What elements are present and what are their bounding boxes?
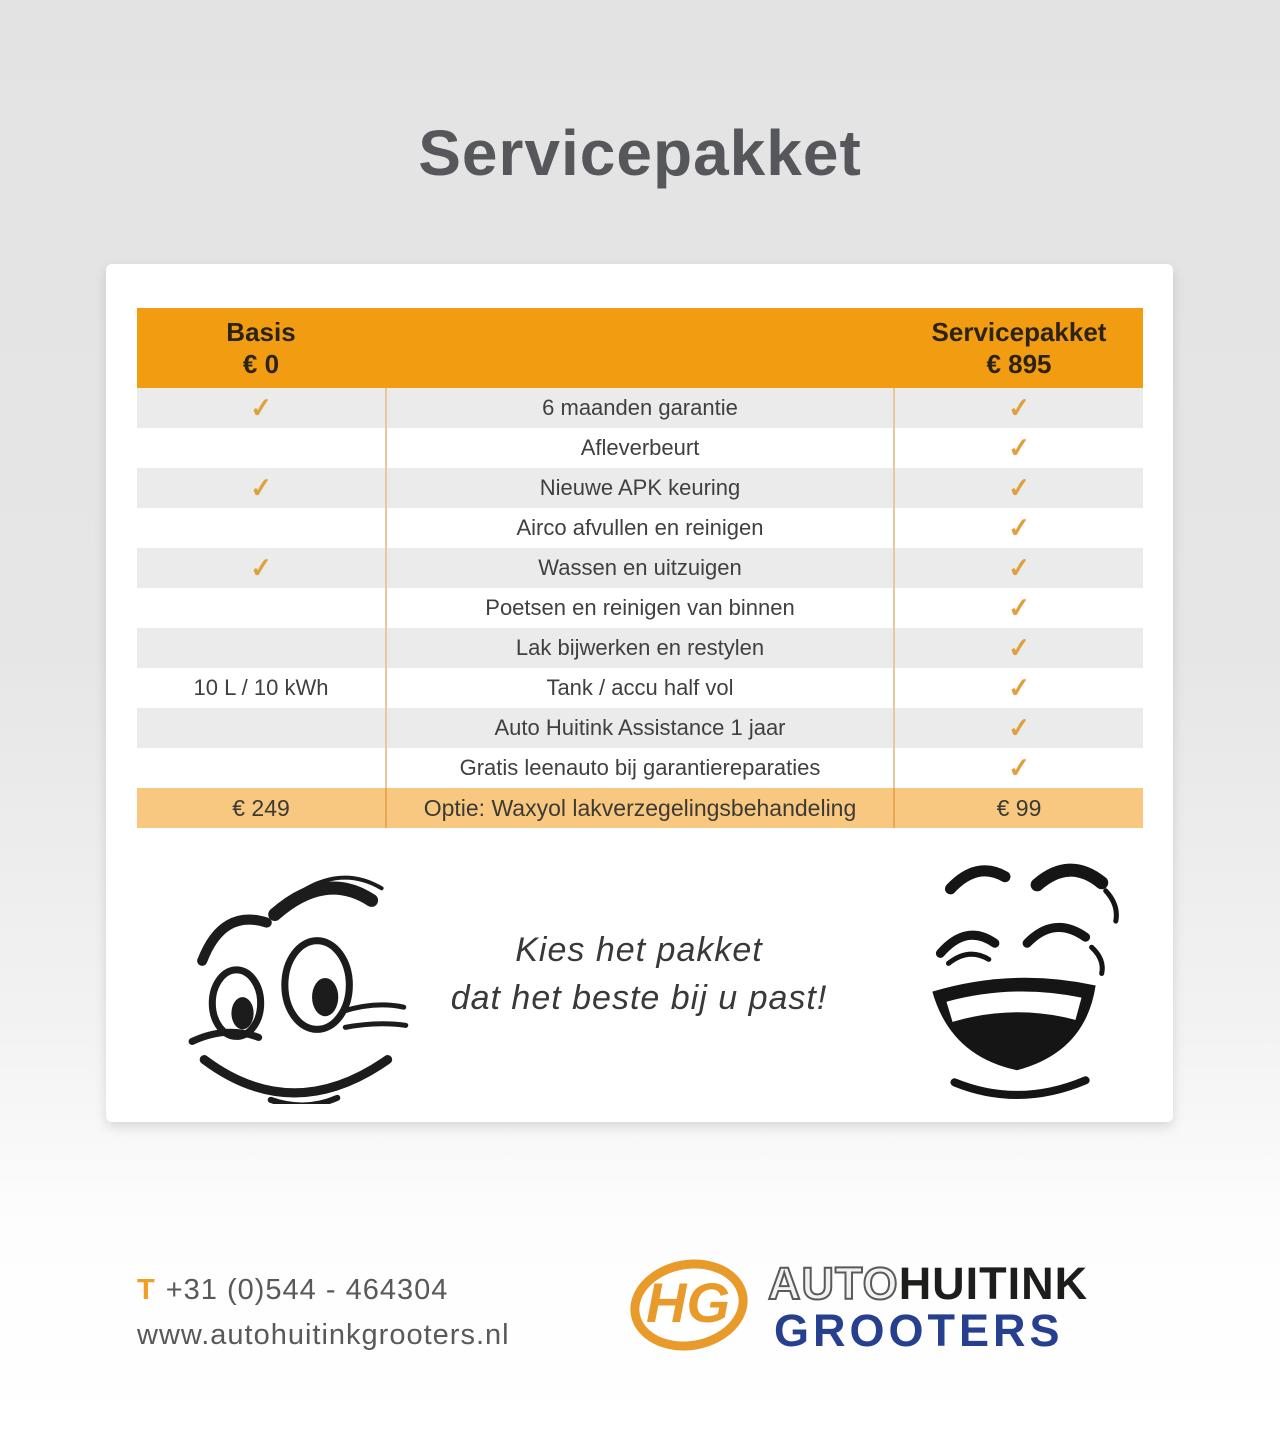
website-url: www.autohuitinkgrooters.nl	[137, 1318, 510, 1351]
check-icon: ✓	[1006, 431, 1032, 464]
feature-label-cell-text: Poetsen en reinigen van binnen	[485, 595, 795, 620]
option-basis-cell	[137, 788, 385, 828]
check-icon: ✓	[1006, 391, 1032, 424]
basis-cell	[137, 628, 385, 668]
feature-label-cell	[385, 428, 895, 468]
feature-label-cell-text: Wassen en uitzuigen	[538, 555, 742, 580]
phone-line	[137, 1268, 510, 1313]
service-cell	[895, 588, 1143, 628]
servicepakket-price: € 895	[986, 349, 1052, 379]
feature-label-cell-text: Auto Huitink Assistance 1 jaar	[494, 715, 786, 740]
table-header	[137, 308, 1143, 388]
check-icon: ✓	[1006, 711, 1032, 744]
check-icon: ✓	[1006, 551, 1032, 584]
feature-label-cell	[385, 668, 895, 708]
laughing-face-icon	[888, 854, 1140, 1102]
company-logo	[628, 1248, 1108, 1373]
basis-cell-text: 10 L / 10 kWh	[193, 675, 329, 700]
table-row	[137, 588, 1143, 628]
service-cell	[895, 668, 1143, 708]
brand-auto: AUTO	[768, 1258, 899, 1309]
feature-label-cell-text: Tank / accu half vol	[546, 675, 734, 700]
service-cell	[895, 548, 1143, 588]
feature-label-cell	[385, 588, 895, 628]
service-cell	[895, 428, 1143, 468]
feature-label-cell	[385, 748, 895, 788]
option-service-price: € 99	[996, 794, 1042, 821]
page-title: Servicepakket	[418, 117, 862, 189]
table-row	[137, 628, 1143, 668]
table-row	[137, 508, 1143, 548]
service-cell	[895, 628, 1143, 668]
basis-cell	[137, 548, 385, 588]
feature-label-cell-text: Gratis leenauto bij garantiereparaties	[459, 755, 821, 780]
servicepakket-column-header	[895, 308, 1143, 388]
basis-cell	[137, 708, 385, 748]
check-icon: ✓	[1006, 591, 1032, 624]
slogan-line1: Kies het pakket	[515, 931, 763, 969]
basis-cell	[137, 748, 385, 788]
check-icon: ✓	[248, 551, 274, 584]
check-icon: ✓	[248, 471, 274, 504]
check-icon: ✓	[1006, 631, 1032, 664]
feature-label-cell	[385, 628, 895, 668]
basis-column-header	[137, 308, 385, 388]
service-cell	[895, 508, 1143, 548]
feature-label-cell-text: Airco afvullen en reinigen	[516, 515, 764, 540]
check-icon: ✓	[1006, 471, 1032, 504]
feature-label-cell	[385, 468, 895, 508]
feature-label-cell	[385, 508, 895, 548]
brand-name-line2: GROOTERS	[774, 1305, 1064, 1356]
basis-cell	[137, 508, 385, 548]
basis-price: € 0	[242, 349, 280, 379]
check-icon: ✓	[1006, 511, 1032, 544]
table-row	[137, 388, 1143, 428]
contact-block	[137, 1268, 510, 1358]
table-row	[137, 548, 1143, 588]
basis-cell	[137, 428, 385, 468]
service-cell	[895, 468, 1143, 508]
feature-label-cell	[385, 708, 895, 748]
basis-title: Basis	[226, 316, 296, 347]
comparison-table	[137, 308, 1143, 828]
brand-name-line1	[768, 1258, 1088, 1310]
phone-number: +31 (0)544 - 464304	[165, 1274, 449, 1306]
servicepakket-title: Servicepakket	[931, 316, 1107, 347]
feature-label-cell	[385, 388, 895, 428]
table-rows	[137, 388, 1143, 788]
feature-label-cell-text: Lak bijwerken en restylen	[515, 635, 765, 660]
table-row	[137, 668, 1143, 708]
check-icon: ✓	[1006, 671, 1032, 704]
table-row	[137, 428, 1143, 468]
basis-cell	[137, 668, 385, 708]
feature-column-header	[385, 308, 895, 388]
check-icon: ✓	[248, 391, 274, 424]
option-service-cell	[895, 788, 1143, 828]
table-row	[137, 468, 1143, 508]
slogan	[349, 926, 929, 1023]
feature-label-cell-text: Nieuwe APK keuring	[539, 475, 741, 500]
option-label: Optie: Waxyol lakverzegelingsbehandeling	[423, 794, 857, 821]
option-row	[137, 788, 1143, 828]
brand-huitink: HUITINK	[898, 1258, 1089, 1309]
basis-cell	[137, 468, 385, 508]
table-row	[137, 708, 1143, 748]
service-package-card	[106, 264, 1173, 1122]
hg-monogram: HG	[646, 1271, 730, 1334]
service-cell	[895, 708, 1143, 748]
service-cell	[895, 388, 1143, 428]
slogan-line2: dat het beste bij u past!	[450, 979, 828, 1018]
option-basis-price: € 249	[232, 794, 290, 821]
table-row	[137, 748, 1143, 788]
basis-cell	[137, 588, 385, 628]
feature-label-cell	[385, 548, 895, 588]
option-label-cell	[385, 788, 895, 828]
service-cell	[895, 748, 1143, 788]
feature-label-cell-text: 6 maanden garantie	[542, 395, 738, 420]
feature-label-cell-text: Afleverbeurt	[580, 435, 700, 460]
basis-cell	[137, 388, 385, 428]
phone-icon: T	[137, 1274, 156, 1306]
check-icon: ✓	[1006, 751, 1032, 784]
